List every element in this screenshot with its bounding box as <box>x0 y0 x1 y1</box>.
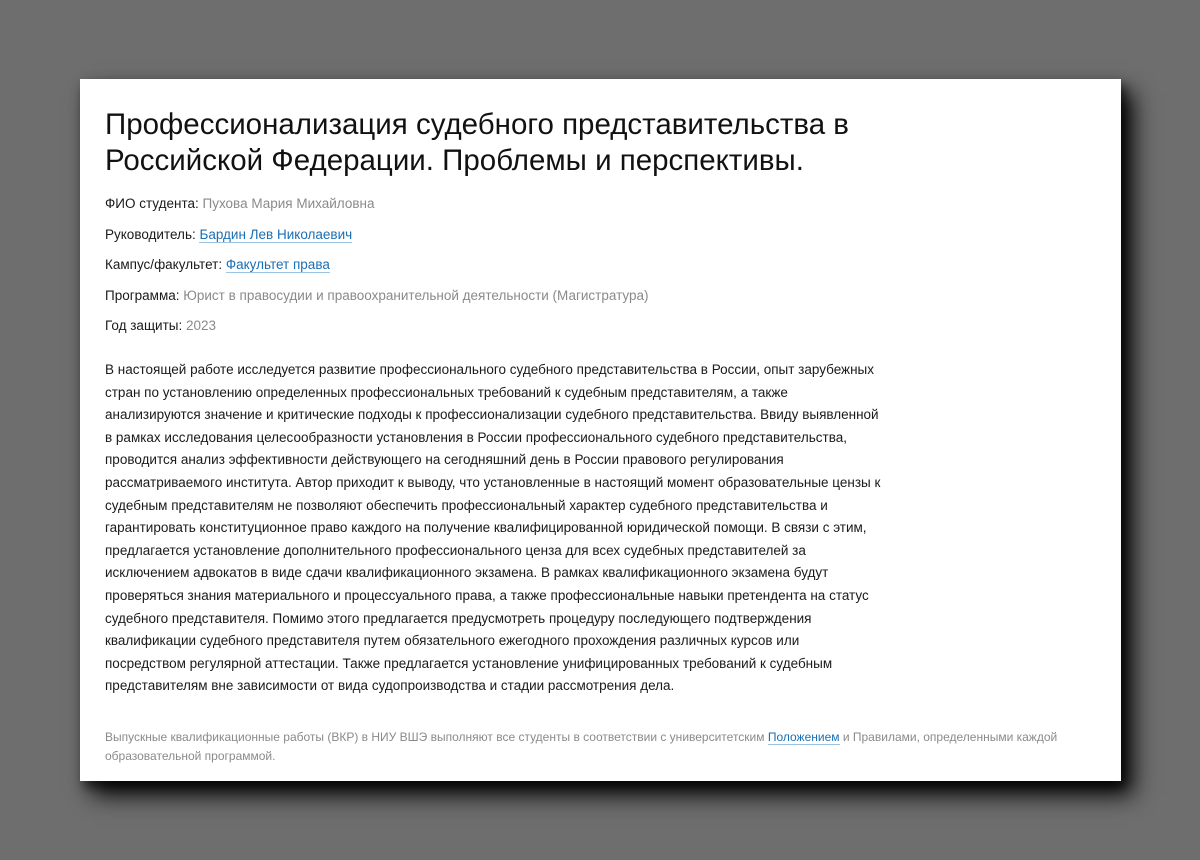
regulation-link[interactable]: Положением <box>767 729 840 744</box>
supervisor-label: Руководитель: <box>105 226 200 242</box>
program-name: Юрист в правосудии и правоохранительной деятельности (Магистратура) <box>183 287 649 303</box>
program-label: Программа: <box>105 287 184 303</box>
meta-row-program <box>105 286 1121 317</box>
supervisor-link[interactable]: Бардин Лев Николаевич <box>199 226 353 242</box>
footer-note <box>105 728 1105 766</box>
footer-text-after: и Правилами, определенными каждой образовательной программой. <box>105 729 1058 763</box>
faculty-link[interactable]: Факультет права <box>225 257 330 273</box>
meta-row-student <box>105 194 1121 225</box>
footer-text-before: Выпускные квалификационные работы (ВКР) в НИУ ВШЭ выполняют все студенты в соответствии с университетским <box>105 729 768 744</box>
thesis-card <box>80 79 1121 781</box>
student-label: ФИО студента: <box>105 196 203 211</box>
faculty-label: Кампус/факультет: <box>105 257 226 273</box>
meta-row-faculty <box>105 255 1121 286</box>
meta-row-year <box>105 316 1121 347</box>
meta-row-supervisor <box>105 225 1121 256</box>
thesis-meta <box>105 194 1121 347</box>
student-name: Пухова Мария Михайловна <box>202 196 375 211</box>
thesis-abstract: В настоящей работе исследуется развитие профессионального судебного представительства в России, опыт зарубежных стран по установлению определенных профессиональных требований к судебным представителям, а также анализируются значение и критические подходы к профессионализации судебного представительства. Ввиду выявленной в рамках исследования целесообразности установления в России профессионального судебного представительства, проводится анализ эффективности действующего на сегодняшний день в России правового регулирования рассматриваемого института. Автор приходит к выводу, что установленные в настоящий момент образовательные цензы к судебным представителям не позволяют обеспечить профессиональный характер судебного представительства и гарантировать конституционное право каждого на получение квалифицированной юридической помощи. В связи с этим, предлагается установление дополнительного профессионального ценза для всех судебных представителей за исключением адвокатов в виде сдачи квалификационного экзамена. В рамках квалификационного экзамена будут проверяться знания материального и процессуального права, а также профессиональные навыки претендента на статус судебного представителя. Помимо этого предлагается предусмотреть процедуру последующего подтверждения квалификации судебного представителя путем обязательного ежегодного прохождения различных курсов или посредством регулярной аттестации. Также предлагается установление унифицированных требований к судебным представителям вне зависимости от вида судопроизводства и стадии рассмотрения дела. <box>105 361 881 694</box>
year-label: Год защиты: <box>105 318 186 334</box>
page-title: Профессионализация судебного представительства в Российской Федерации. Проблемы и перспективы. <box>105 108 849 177</box>
year-value: 2023 <box>185 318 217 334</box>
